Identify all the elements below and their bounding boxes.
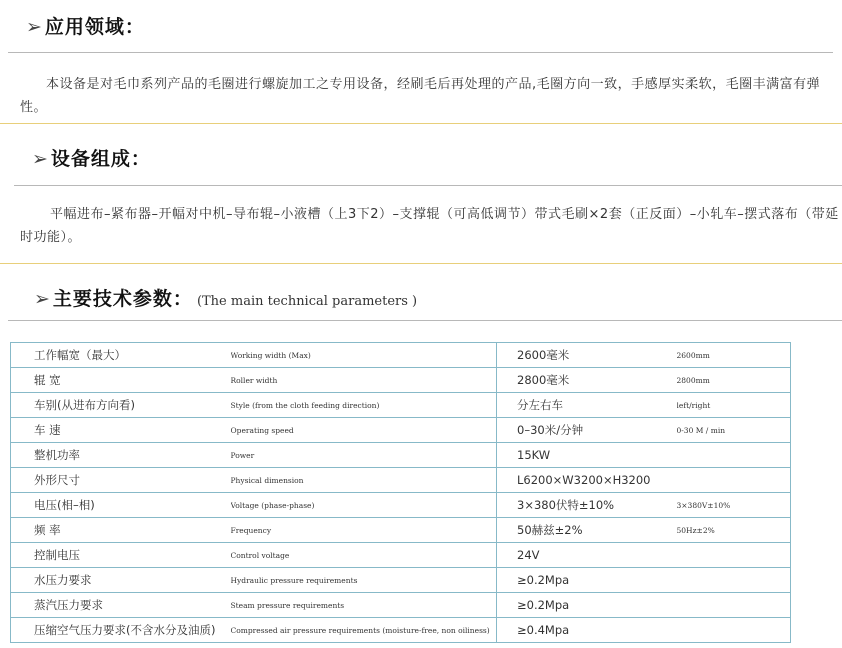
spec-name-cn: 辊 宽 (11, 368, 231, 393)
spec-value-en (677, 443, 791, 468)
spec-name-cn: 压缩空气压力要求(不含水分及油质) (11, 618, 231, 643)
table-row (11, 543, 791, 568)
spec-table (10, 342, 791, 643)
table-row (11, 443, 791, 468)
table-row (11, 493, 791, 518)
spec-name-en: Power (231, 443, 497, 468)
spec-value-en: 3×380V±10% (677, 493, 791, 518)
section-title-parameters-en: (The main technical parameters ) (196, 294, 418, 309)
spec-name-cn: 车 速 (11, 418, 231, 443)
spec-name-cn: 水压力要求 (11, 568, 231, 593)
table-row (11, 518, 791, 543)
spec-name-en: Frequency (231, 518, 497, 543)
divider-gold (0, 263, 842, 264)
spec-value: 15KW (497, 443, 677, 468)
divider-gray (8, 52, 833, 53)
section-title-composition: 设备组成： (50, 148, 151, 170)
arrow-bullet-icon: ➢ (34, 288, 51, 310)
spec-name-cn: 电压(相–相) (11, 493, 231, 518)
spec-value: 50赫兹±2% (497, 518, 677, 543)
table-row (11, 393, 791, 418)
table-row (11, 593, 791, 618)
spec-value-en (677, 468, 791, 493)
spec-value: 2800毫米 (497, 368, 677, 393)
spec-value: 0–30米/分钟 (497, 418, 677, 443)
section-title-application: 应用领域： (44, 16, 145, 38)
spec-name-cn: 整机功率 (11, 443, 231, 468)
spec-name-cn: 蒸汽压力要求 (11, 593, 231, 618)
table-row (11, 418, 791, 443)
spec-name-cn: 工作幅宽（最大） (11, 343, 231, 368)
spec-value: 2600毫米 (497, 343, 677, 368)
table-row (11, 468, 791, 493)
spec-value-en: 2800mm (677, 368, 791, 393)
spec-value: ≥0.4Mpa (497, 618, 677, 643)
spec-value: 分左右车 (497, 393, 677, 418)
spec-value-en: left/right (677, 393, 791, 418)
spec-name-en: Voltage (phase-phase) (231, 493, 497, 518)
spec-value-en: 2600mm (677, 343, 791, 368)
spec-value-en: 0-30 M / min (677, 418, 791, 443)
table-row (11, 568, 791, 593)
arrow-bullet-icon: ➢ (26, 16, 43, 38)
divider-gray (8, 320, 842, 321)
spec-name-en: Physical dimension (231, 468, 497, 493)
table-row (11, 343, 791, 368)
spec-name-en: Steam pressure requirements (231, 593, 497, 618)
spec-name-en: Style (from the cloth feeding direction) (231, 393, 497, 418)
arrow-bullet-icon: ➢ (32, 148, 49, 170)
spec-value: L6200×W3200×H3200 (497, 468, 677, 493)
spec-name-en: Operating speed (231, 418, 497, 443)
spec-name-cn: 外形尺寸 (11, 468, 231, 493)
spec-name-cn: 车别(从进布方向看) (11, 393, 231, 418)
spec-value-en: 50Hz±2% (677, 518, 791, 543)
section-heading-parameters (34, 284, 417, 311)
spec-name-en: Roller width (231, 368, 497, 393)
spec-value-en (677, 568, 791, 593)
section-heading-application (26, 12, 145, 39)
spec-value: ≥0.2Mpa (497, 593, 677, 618)
spec-value-en (677, 543, 791, 568)
spec-value-en (677, 618, 791, 643)
divider-gray (14, 185, 842, 186)
spec-name-cn: 控制电压 (11, 543, 231, 568)
spec-value: 3×380伏特±10% (497, 493, 677, 518)
section-title-parameters: 主要技术参数： (52, 288, 193, 310)
spec-name-en: Hydraulic pressure requirements (231, 568, 497, 593)
spec-value: ≥0.2Mpa (497, 568, 677, 593)
spec-name-en: Control voltage (231, 543, 497, 568)
spec-value-en (677, 593, 791, 618)
table-row (11, 368, 791, 393)
spec-name-cn: 频 率 (11, 518, 231, 543)
composition-paragraph: 平幅进布–紧布器–开幅对中机–导布辊–小液槽（上3下2）–支撑辊（可高低调节）带式毛刷×2套（正反面）–小轧车–摆式落布（带延时功能）。 (20, 207, 839, 245)
spec-name-en: Working width (Max) (231, 343, 497, 368)
divider-gold (0, 123, 842, 124)
table-row (11, 618, 791, 643)
spec-name-en: Compressed air pressure requirements (moisture-free, non oiliness) (231, 618, 497, 643)
section-heading-composition (32, 144, 151, 171)
application-paragraph: 本设备是对毛巾系列产品的毛圈进行螺旋加工之专用设备，经刷毛后再处理的产品,毛圈方向一致，手感厚实柔软，毛圈丰满富有弹性。 (20, 77, 821, 115)
spec-value: 24V (497, 543, 677, 568)
